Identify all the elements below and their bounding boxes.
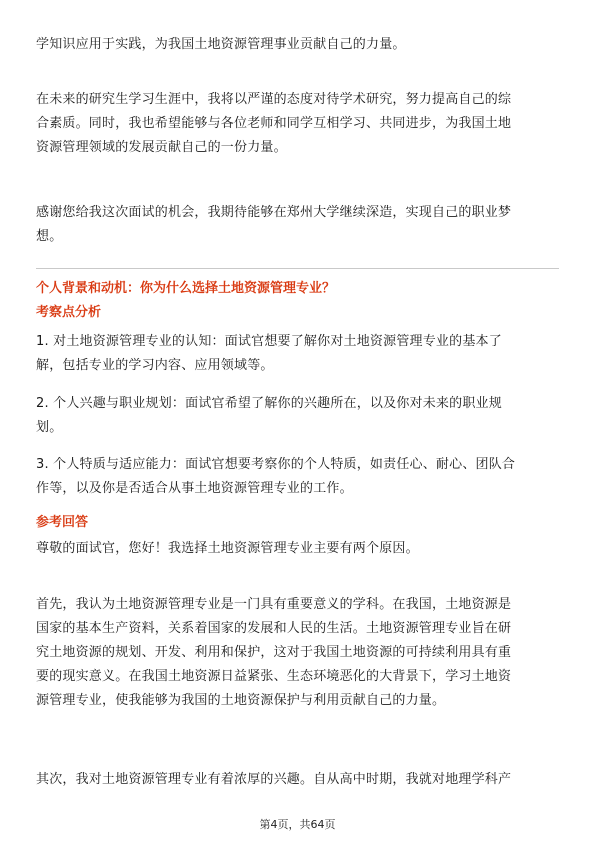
text-line: 在未来的研究生学习生涯中，我将以严谨的态度对待学术研究，努力提高自己的综 [36, 92, 512, 107]
text-line: 其次，我对土地资源管理专业有着浓厚的兴趣。自从高中时期，我就对地理学科产 [36, 772, 512, 787]
text-line: 学知识应用于实践，为我国土地资源管理事业贡献自己的力量。 [36, 37, 406, 52]
answer-paragraph-3 [36, 768, 559, 792]
text-line: 源管理专业，使我能够为我国的土地资源保护与利用贡献自己的力量。 [36, 693, 446, 708]
text-line: 解，包括专业的学习内容、应用领域等。 [36, 358, 274, 373]
text-line: 划。 [36, 420, 63, 435]
text-line: 合素质。同时，我也希望能够与各位老师和同学互相学习、共同进步，为我国土地 [36, 116, 512, 131]
answer-heading: 参考回答 [36, 515, 89, 530]
answer-paragraph-1 [36, 537, 559, 561]
analysis-item-3 [36, 453, 559, 501]
text-line: 2. 个人兴趣与职业规划：面试官希望了解你的兴趣所在，以及你对未来的职业规 [36, 396, 502, 411]
text-line: 1. 对土地资源管理专业的认知：面试官想要了解你对土地资源管理专业的基本了 [36, 334, 502, 349]
section-divider [36, 268, 559, 269]
analysis-heading: 考察点分析 [36, 305, 102, 320]
text-line: 作等，以及你是否适合从事土地资源管理专业的工作。 [36, 481, 353, 496]
analysis-item-1 [36, 330, 559, 378]
paragraph-1 [36, 33, 559, 57]
text-line: 资源管理领域的发展贡献自己的一份力量。 [36, 140, 287, 155]
text-line: 究土地资源的规划、开发、利用和保护，这对于我国土地资源的可持续利用具有重 [36, 645, 512, 660]
text-line: 国家的基本生产资料，关系着国家的发展和人民的生活。土地资源管理专业旨在研 [36, 621, 512, 636]
text-line: 感谢您给我这次面试的机会，我期待能够在郑州大学继续深造，实现自己的职业梦 [36, 205, 512, 220]
analysis-item-2 [36, 392, 559, 440]
paragraph-3 [36, 201, 559, 249]
text-line: 要的现实意义。在我国土地资源日益紧张、生态环境恶化的大背景下，学习土地资 [36, 669, 512, 684]
question-title: 个人背景和动机：你为什么选择土地资源管理专业？ [36, 281, 336, 296]
text-line: 首先，我认为土地资源管理专业是一门具有重要意义的学科。在我国，土地资源是 [36, 597, 512, 612]
paragraph-2 [36, 88, 559, 160]
answer-paragraph-2 [36, 593, 559, 713]
text-line: 想。 [36, 229, 63, 244]
text-line: 3. 个人特质与适应能力：面试官想要考察你的个人特质，如责任心、耐心、团队合 [36, 457, 516, 472]
page-number: 第4页，共64页 [259, 818, 336, 831]
text-line: 尊敬的面试官，您好！我选择土地资源管理专业主要有两个原因。 [36, 541, 419, 556]
